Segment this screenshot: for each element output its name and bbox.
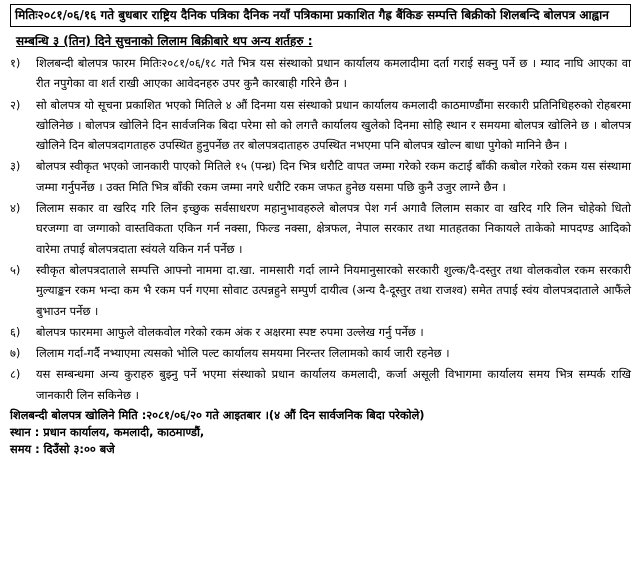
term-item (10, 53, 631, 94)
opening-date-line: शिलबन्दी बोलपत्र खोलिने मिति :२०८१/०६/२० गते आइतबार ।(४ औं दिन सार्वजनिक बिदा परेकोले) (10, 408, 425, 423)
term-number: ८) (10, 367, 21, 382)
term-item (10, 95, 631, 156)
term-text: लिलाम गर्दा-गर्दै नभ्याएमा त्यसको भोलि पल्ट कार्यालय समयमा निरन्तर लिलामको कार्य जारी रहनेछ । (36, 346, 450, 361)
term-item (10, 260, 631, 321)
term-number: ७) (10, 346, 21, 361)
venue-line: स्थान : प्रधान कार्यालय, कमलादी, काठमाण्डौं, (10, 425, 205, 440)
term-number: २) (10, 97, 21, 112)
term-item (10, 343, 631, 363)
term-text: सो बोलपत्र यो सूचना प्रकाशित भएको मितिले ४ औं दिनमा यस संस्थाको प्रधान कार्यालय कमलादी काठमाण्डौंमा सरकारी प्रतिनिधिहरुको रोहबरमा खोलिनेछ । बोलपत्र खोलिने दिन सार्वजनिक बिदा परेमा सो को लगत्तै कार्यालय खुलेको दिनमा सोहि स्थान र समयमा बोलपत्र खोलिने छ । बोलपत्र खोलिने दिन बोलपत्रदागताहरु उपस्थित हुनुपर्नेछ तर बोलपत्रदाताहरु उपस्थित नभएमा पनि बोलपत्र खोल्न बाधा पुगेको मानिने छैन । (36, 97, 631, 153)
term-item (10, 198, 631, 259)
terms-list (10, 53, 631, 405)
terms-subheading: सम्बन्धि ३ (तिन) दिने सुचनाको लिलाम बिक्रीबारे थप अन्य शर्तहरु : (16, 34, 313, 48)
time-line: समय : दिउँसो ३:०० बजे (10, 442, 115, 457)
term-text: बोलपत्र स्वीकृत भएको जानकारी पाएको मितिले १५ (पन्ध्र) दिन भित्र धरौटि वापत जम्मा गरेको रकम कटाई बाँकी कबोल गरेको रकम यस संस्थामा जम्मा गर्नुपर्नेछ । उक्त मिति भित्र बाँकी रकम जम्मा नगरे धरौटि रकम जफत हुनेछ यसमा पछि कुनै उजुर लाग्ने छैन । (36, 159, 631, 194)
term-text: शिलबन्दी बोलपत्र फारम मितिः२०८१/०६/१८ गते भित्र यस संस्थाको प्रधान कार्यालय कमलादीमा दर्ता गराई सक्नु पर्ने छ । म्याद नाघि आएका वा रीत नपुगेका वा शर्त राखी आएका आवेदनहरु उपर कुनै कारबाही गरिने छैन । (36, 56, 631, 91)
term-number: ६) (10, 324, 21, 339)
term-number: ५) (10, 262, 21, 277)
term-item (10, 322, 631, 342)
term-text: यस सम्बन्धमा अन्य कुराहरु बुझ्नु पर्ने भएमा संस्थाको प्रधान कार्यालय कमलादी, कर्जा असूली विभागमा कार्यालय समय भित्र सम्पर्क राखि जानकारी लिन सकिनेछ । (36, 367, 631, 402)
term-number: ४) (10, 201, 21, 216)
notice-footer (10, 407, 631, 458)
term-text: स्वीकृत बोलपत्रदाताले सम्पत्ति आफ्नो नाममा दा.खा. नामसारी गर्दा लाग्ने नियमानुसारको सरकारी शुल्क/दै-दस्तुर तथा वोलकवोल रकम सरकारी मुल्याङ्कन रकम भन्दा कम भै रकम पर्न गएमा सोवाट उत्पन्नहुने सम्पुर्ण दायीत्व (अन्य दै-दूस्तुर तथा राजश्व) समेत तपाई स्वंय वोलपत्रदाताले आफैंले बुभाउन पर्नेछ । (36, 262, 631, 318)
term-item (10, 364, 631, 405)
term-text: लिलाम सकार वा खरिद गरि लिन इच्छुक सर्वसाधरण महानुभावहरुले बोलपत्र पेश गर्न अगावै लिलाम सकार वा खरिद गरि लिन चोहेको धितो घरजग्गा वा जग्गाको वास्तविकता एकिन गर्न नक्सा, फिल्ड नक्सा, क्षेत्रफल, नेपाल सरकार तथा मातहतका निकायले ताकेको मापदण्ड आदिको वारेमा तपाई बोलपत्रदाता स्वंयले यकिन गर्न पर्नेछ । (36, 201, 631, 256)
notice-header: मितिः२०८१/०६/१६ गते बुधबार राष्ट्रिय दैनिक पत्रिका दैनिक नयाँ पत्रिकामा प्रकाशित गैह्र बैंकिङ सम्पत्ति बिक्रीको शिलबन्दि बोलपत्र आह्वान (10, 4, 631, 27)
term-item (10, 156, 631, 197)
term-number: १) (10, 56, 21, 70)
term-text: बोलपत्र फारममा आफुले वोलकवोल गरेको रकम अंक र अक्षरमा स्पष्ट रुपमा उल्लेख गर्नु पर्नेछ । (36, 324, 424, 339)
term-number: ३) (10, 159, 21, 174)
